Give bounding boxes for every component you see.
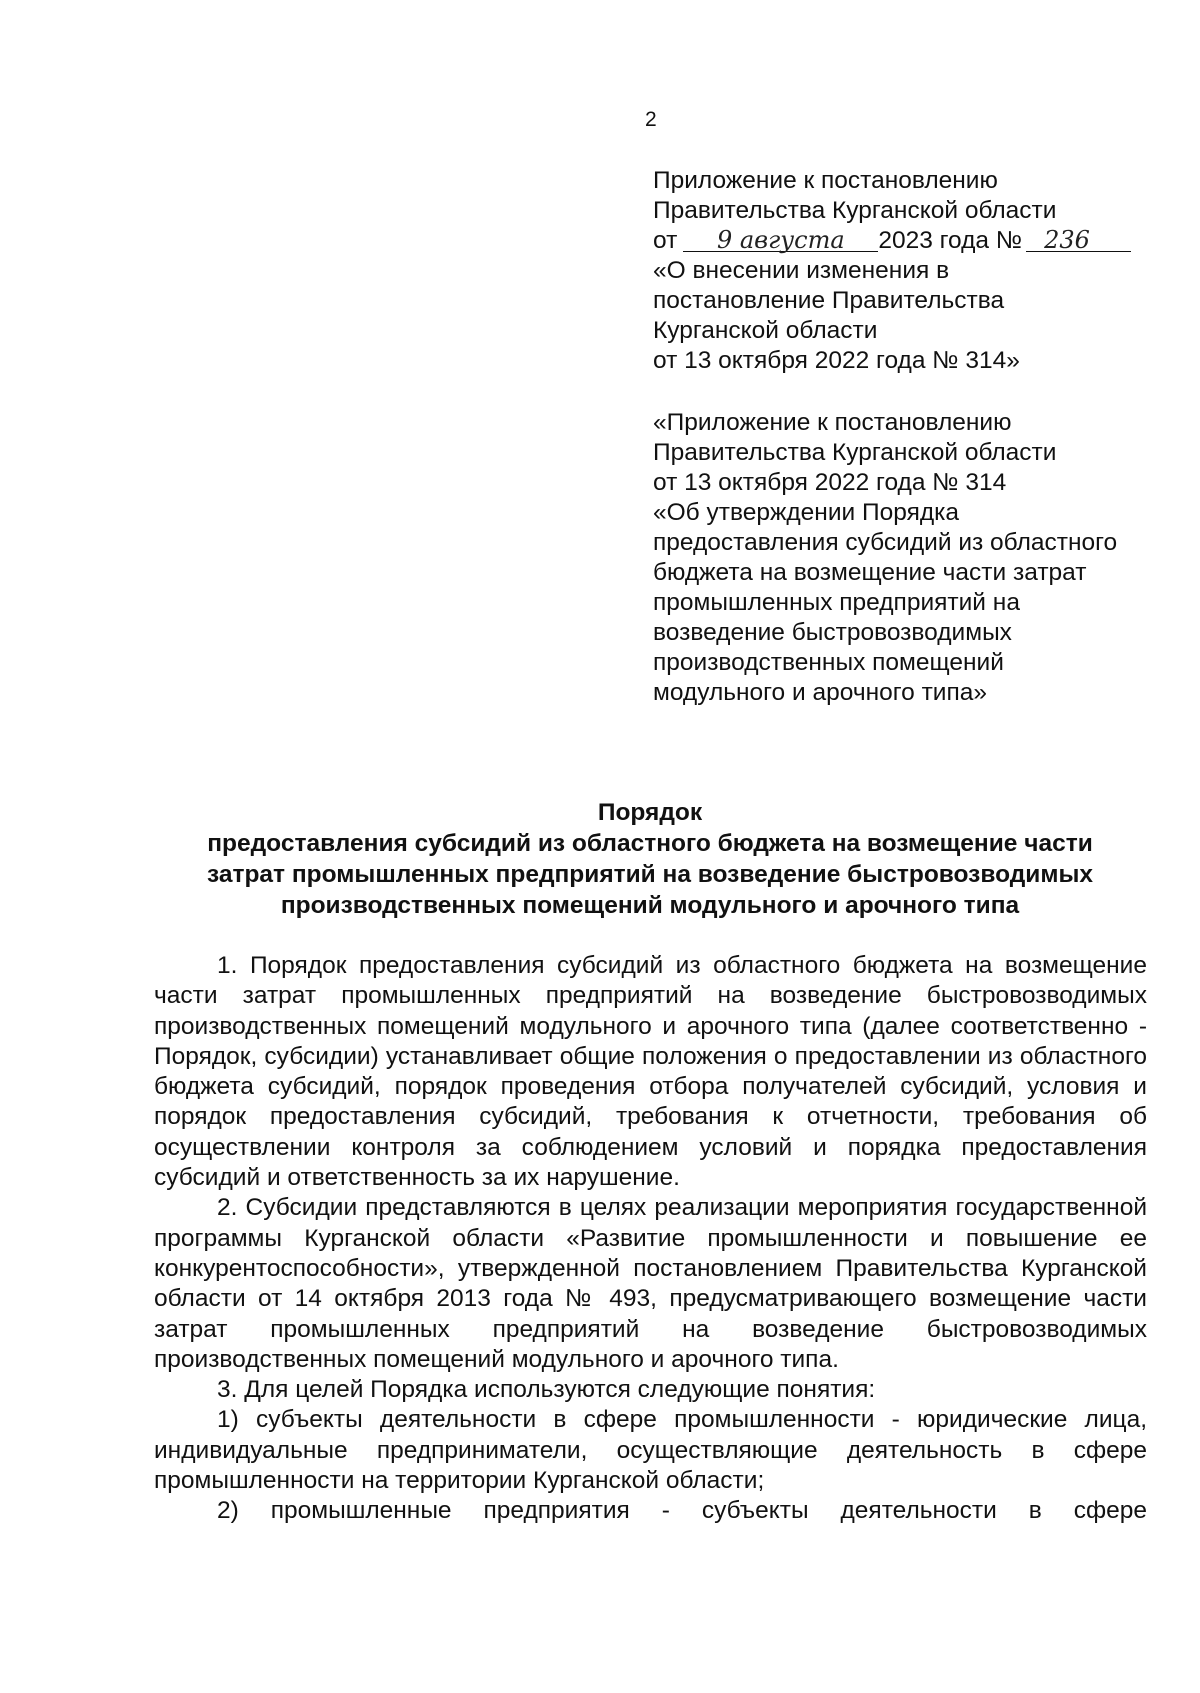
appendix-date-line — [653, 226, 1173, 256]
date-year: 2023 года № — [878, 227, 1023, 254]
paragraph-2: 2. Субсидии представляются в целях реализации мероприятия государственной программы Курганской области «Развитие промышленности и повышение ее конкурентоспособности», утвержденной постановлением Правительства Курганской области от 14 октября 2013 года № 493, предусматривающего возмещение части затрат промышленных предприятий на возведение быстровозводимых производственных помещений модульного и арочного типа. — [154, 1194, 1147, 1373]
appendix-line: производственных помещений — [653, 649, 1004, 676]
appendix-line: Правительства Курганской области — [653, 439, 1057, 466]
title-line: производственных помещений модульного и арочного типа — [280, 892, 1020, 919]
appendix-line: «Об утверждении Порядка — [653, 499, 960, 526]
appendix-line: Правительства Курганской области — [653, 197, 1057, 224]
document-title — [150, 797, 1150, 921]
appendix-line: Приложение к постановлению — [653, 167, 998, 194]
appendix-line: «О внесении изменения в — [653, 257, 950, 284]
handwritten-date: 9 августа — [683, 229, 878, 252]
appendix-line: постановление Правительства — [653, 287, 1005, 314]
paragraph-3: 3. Для целей Порядка используются следующие понятия: — [217, 1376, 876, 1404]
appendix-line: от 13 октября 2022 года № 314» — [653, 347, 1020, 374]
appendix-line: модульного и арочного типа» — [653, 679, 987, 706]
appendix-line: возведение быстровозводимых — [653, 619, 1012, 646]
paragraph-3-item-1: 1) субъекты деятельности в сфере промышленности - юридические лица, индивидуальные предприниматели, осуществляющие деятельность в сфере промышленности на территории Курганской области; — [154, 1406, 1147, 1495]
title-line: предоставления субсидий из областного бюджета на возмещение части — [207, 830, 1093, 857]
appendix-line: бюджета на возмещение части затрат — [653, 559, 1087, 586]
paragraph-3-item-2: 2) промышленные предприятия - субъекты деятельности в сфере — [217, 1497, 1147, 1525]
document-body — [154, 951, 1147, 1527]
title-line: Порядок — [597, 799, 703, 826]
date-prefix: от — [653, 227, 678, 254]
appendix-line: Курганской области — [653, 317, 878, 344]
title-line: затрат промышленных предприятий на возведение быстровозводимых — [206, 861, 1094, 888]
appendix-header-amendment — [653, 166, 1173, 376]
appendix-line: от 13 октября 2022 года № 314 — [653, 469, 1007, 496]
appendix-header-original — [653, 408, 1173, 708]
appendix-line: предоставления субсидий из областного — [653, 529, 1118, 556]
paragraph-1: 1. Порядок предоставления субсидий из областного бюджета на возмещение части затрат промышленных предприятий на возведение быстровозводимых производственных помещений модульного и арочного типа (далее соответственно - Порядок, субсидии) устанавливает общие положения о предоставлении из областного бюджета субсидий, порядок проведения отбора получателей субсидий, условия и порядок предоставления субсидий, требования к отчетности, требования об осуществлении контроля за соблюдением условий и порядка предоставления субсидий и ответственность за их нарушение. — [154, 952, 1147, 1192]
appendix-line: «Приложение к постановлению — [653, 409, 1012, 436]
handwritten-number: 236 — [1026, 229, 1131, 252]
page-number: 2 — [645, 108, 657, 131]
appendix-line: промышленных предприятий на — [653, 589, 1020, 616]
